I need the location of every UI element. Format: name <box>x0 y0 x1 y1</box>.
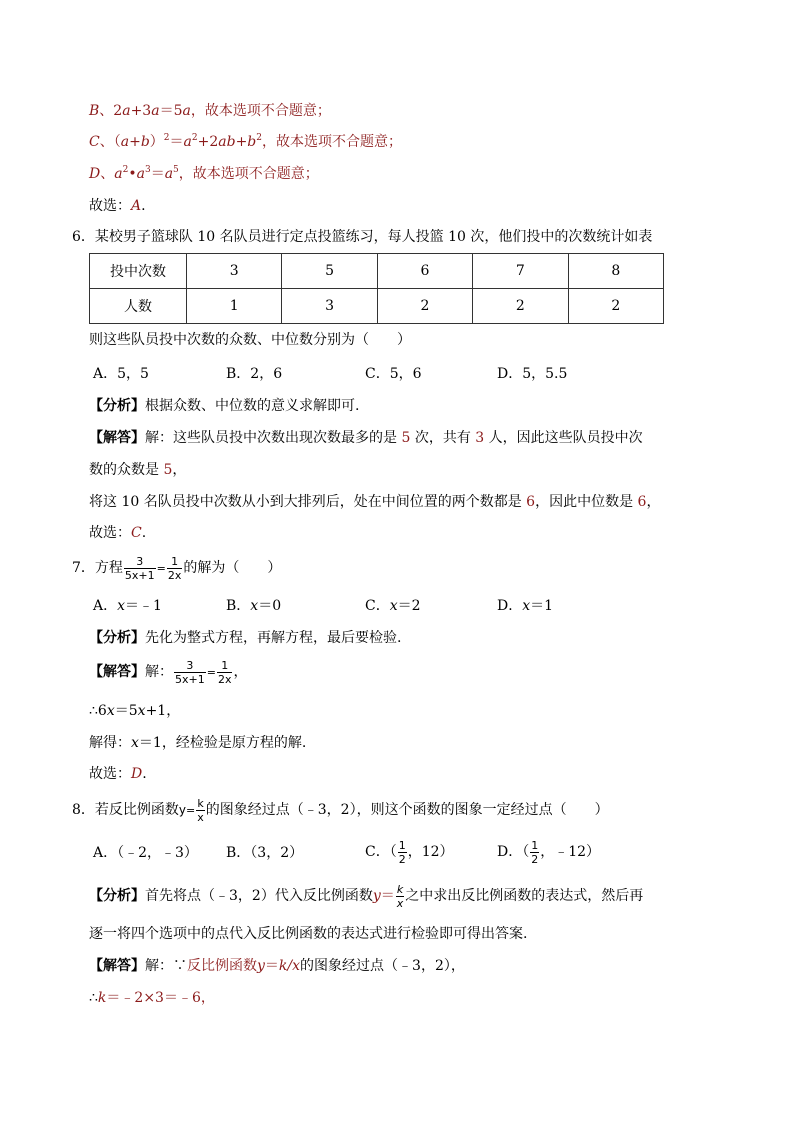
q6-solution-line3: 将这 10 名队员投中次数从小到大排列后，处在中间位置的两个数都是 6，因此中位数是 6， <box>89 494 661 510</box>
q6-analysis: 【分析】根据众数、中位数的意义求解即可. <box>89 398 360 414</box>
q8-analysis-line2: 逐一将四个选项中的点代入反比例函数的表达式进行检验即可得出答案. <box>89 926 528 942</box>
q6-stats-table <box>89 253 664 324</box>
q7-stem: 7．方程 $\frac{3}{5x+1}$ = $\frac{1}{2x}$ 的解为（ ） <box>72 554 282 582</box>
option-b-explanation: B、2a+3a＝5a，故本选项不合题意； <box>89 103 331 119</box>
q7-solution-fraction-left: $\frac{3}{5x+1}$ <box>175 658 205 686</box>
q8-step: ∴k＝﹣2×3＝﹣6， <box>89 990 215 1006</box>
q8-analysis-fraction: $\frac{k}{x}$ <box>396 882 404 910</box>
table-cell: 8 <box>568 254 663 289</box>
q6-solution-line1: 【解答】解：这些队员投中次数出现次数最多的是 5 次，共有 3 人，因此这些队员投中次 <box>89 430 643 446</box>
table-row <box>90 254 664 289</box>
prev-answer: 故选：A. <box>89 198 146 214</box>
q8-fraction: $\frac{k}{x}$ <box>197 796 204 824</box>
q8-solution: 【解答】解：∵反比例函数y＝k/x的图象经过点（﹣3，2）， <box>89 958 465 974</box>
q8-option-a: A．（﹣2，﹣3） <box>93 845 198 861</box>
table-cell: 5 <box>282 254 377 289</box>
option-d-explanation: D、$a^2•a^3=a^5$，故本选项不合题意； <box>89 165 319 182</box>
q6-stem: 6．某校男子篮球队 10 名队员进行定点投篮练习，每人投篮 10 次，他们投中的次数统计如表 <box>72 229 653 245</box>
q6-solution-line2: 数的众数是 5， <box>89 462 187 478</box>
table-cell: 2 <box>473 289 568 324</box>
q6-option-b: B．2，6 <box>226 366 283 382</box>
table-cell: 2 <box>377 289 472 324</box>
q6-option-d: D．5，5.5 <box>497 366 568 382</box>
q8-stem: 8．若反比例函数y= $\frac{k}{x}$ 的图象经过点（﹣3，2），则这个函数的图象一定经过点（ ） <box>72 796 609 824</box>
table-cell: 2 <box>568 289 663 324</box>
q7-option-d: D．x＝1 <box>497 598 554 614</box>
q7-step2: 解得：x＝1，经检验是原方程的解. <box>89 735 307 751</box>
q8-option-b: B．（3，2） <box>226 845 304 861</box>
table-cell: 3 <box>187 254 282 289</box>
q7-answer: 故选：D. <box>89 766 147 782</box>
q7-option-c: C．x＝2 <box>365 598 421 614</box>
q7-option-a: A．x＝﹣1 <box>93 598 162 614</box>
table-cell: 1 <box>187 289 282 324</box>
q7-step1: ∴6x＝5x+1， <box>89 703 181 719</box>
table-header-cell: 人数 <box>90 289 187 324</box>
q6-answer: 故选：C. <box>89 525 147 541</box>
q7-solution: 【解答】解： $\frac{3}{5x+1}$ = $\frac{1}{2x}$ ， <box>89 658 248 686</box>
q7-fraction-right: $\frac{1}{2x}$ <box>167 554 182 582</box>
q7-analysis: 【分析】先化为整式方程，再解方程，最后要检验. <box>89 630 402 646</box>
table-header-cell: 投中次数 <box>90 254 187 289</box>
q8-option-c: C．（ $\frac{1}{2}$ ，12） <box>365 838 454 866</box>
table-row <box>90 289 664 324</box>
q6-option-a: A．5，5 <box>93 366 149 382</box>
table-cell: 3 <box>282 289 377 324</box>
option-c-explanation: C、$(a+b)^2=a^2+2ab+b^2$，故本选项不合题意； <box>89 133 402 150</box>
q6-option-c: C．5，6 <box>365 366 422 382</box>
q8-analysis-line1: 【分析】首先将点（﹣3，2）代入反比例函数y＝ $\frac{k}{x}$ 之中求出反比例函数的表达式，然后再 <box>89 882 644 910</box>
table-cell: 7 <box>473 254 568 289</box>
q6-question: 则这些队员投中次数的众数、中位数分别为（ ） <box>89 332 411 348</box>
q7-option-b: B．x＝0 <box>226 598 282 614</box>
q8-option-d-fraction: $\frac{1}{2}$ <box>531 838 539 866</box>
q8-option-d: D．（ $\frac{1}{2}$ ，﹣12） <box>497 838 601 866</box>
q7-fraction-left: $\frac{3}{5x+1}$ <box>124 554 155 582</box>
q7-solution-fraction-right: $\frac{1}{2x}$ <box>217 658 232 686</box>
table-cell: 6 <box>377 254 472 289</box>
q8-option-c-fraction: $\frac{1}{2}$ <box>398 838 406 866</box>
